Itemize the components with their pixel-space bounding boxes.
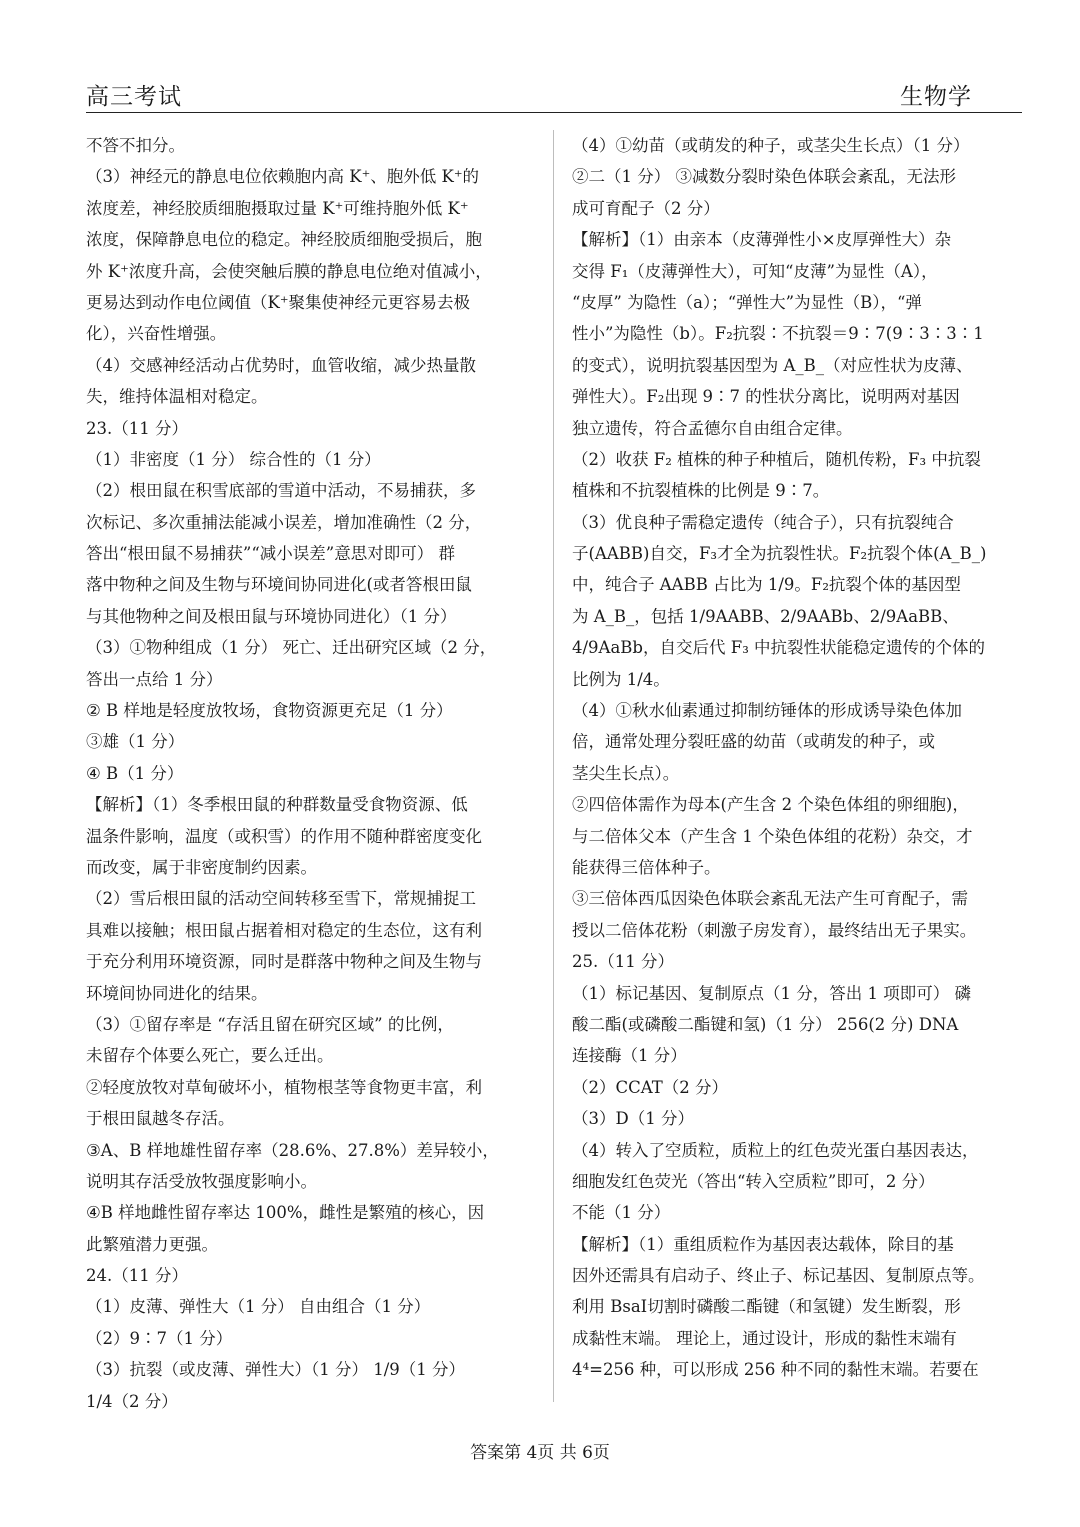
text-line: 酸二酯(或磷酸二酯键和氢)（1 分） 256(2 分) DNA — [572, 1014, 959, 1034]
text-line: ④B 样地雌性留存率达 100%，雌性是繁殖的核心，因 — [86, 1203, 485, 1223]
text-line: 更易达到动作电位阈值（K⁺聚集使神经元更容易去极 — [86, 292, 471, 312]
text-line: 25.（11 分） — [572, 952, 674, 972]
text-line: 未留存个体要么死亡，要么迁出。 — [86, 1046, 334, 1066]
text-line: 4⁴=256 种，可以形成 256 种不同的黏性末端。若要在 — [572, 1360, 979, 1380]
text-line: 倍，通常处理分裂旺盛的幼苗（或萌发的种子，或 — [572, 732, 935, 752]
text-line: （2）CCAT（2 分） — [572, 1077, 729, 1097]
exam-title: 高三考试 — [86, 84, 182, 110]
text-line: （3）抗裂（或皮薄、弹性大）（1 分） 1/9（1 分） — [86, 1360, 466, 1380]
text-line: （3）①留存率是 “存活且留在研究区域” 的比例， — [86, 1014, 454, 1034]
text-line: “皮厚” 为隐性（a）；“弹性大”为显性（B），“弹 — [572, 292, 922, 312]
text-line: （2）9∶7（1 分） — [86, 1328, 233, 1348]
text-line: 的变式），说明抗裂基因型为 A_B_（对应性状为皮薄、 — [572, 355, 973, 375]
text-line: 答出一点给 1 分） — [86, 669, 223, 689]
text-line: 答出“根田鼠不易捕获”“减小误差”意思对即可） 群 — [86, 544, 455, 564]
text-line: 能获得三倍体种子。 — [572, 857, 721, 877]
text-line: 成可育配子（2 分） — [572, 198, 720, 218]
text-line: 不能（1 分） — [572, 1203, 671, 1223]
page-header — [86, 78, 1022, 113]
text-line: 失，维持体温相对稳定。 — [86, 387, 268, 407]
text-line: 【解析】（1）冬季根田鼠的种群数量受食物资源、低 — [86, 795, 468, 815]
text-line: 落中物种之间及生物与环境间协同进化(或者答根田鼠 — [86, 575, 472, 595]
page-footer: 答案第 4页 共 6页 — [470, 1443, 610, 1463]
text-line: 于充分利用环境资源，同时是群落中物种之间及生物与 — [86, 952, 482, 972]
text-line: （1）非密度（1 分） 综合性的（1 分） — [86, 449, 381, 469]
text-line: （2）根田鼠在积雪底部的雪道中活动，不易捕获，多 — [86, 481, 476, 501]
subject-title: 生物学 — [900, 84, 972, 110]
text-line: （4）①幼苗（或萌发的种子，或茎尖生长点）（1 分） — [572, 136, 970, 155]
text-line: 与其他物种之间及根田鼠与环境协同进化）（1 分） — [86, 606, 457, 626]
text-line: （4）①秋水仙素通过抑制纺锤体的形成诱导染色体加 — [572, 701, 962, 721]
text-line: 此繁殖潜力更强。 — [86, 1234, 218, 1254]
text-line: （4）转入了空质粒，质粒上的红色荧光蛋白基因表达， — [572, 1140, 979, 1160]
text-line: 浓度差，神经胶质细胞摄取过量 K⁺可维持胞外低 K⁺ — [86, 198, 469, 218]
text-line: 中，纯合子 AABB 占比为 1/9。F₂抗裂个体的基因型 — [572, 575, 961, 595]
text-line: （3）优良种子需稳定遗传（纯合子），只有抗裂纯合 — [572, 512, 954, 532]
text-line: 外 K⁺浓度升高，会使突触后膜的静息电位绝对值减小， — [86, 261, 492, 281]
text-line: 植株和不抗裂植株的比例是 9∶7。 — [572, 481, 830, 501]
text-line: （1）标记基因、复制原点（1 分，答出 1 项即可） 磷 — [572, 983, 971, 1003]
text-line: （2）雪后根田鼠的活动空间转移至雪下，常规捕捉工 — [86, 889, 476, 909]
text-line: 茎尖生长点）。 — [572, 763, 680, 783]
text-line: ③三倍体西瓜因染色体联会紊乱无法产生可育配子，需 — [572, 889, 968, 909]
text-line: 于根田鼠越冬存活。 — [86, 1109, 235, 1129]
text-line: 温条件影响，温度（或积雪）的作用不随种群密度变化 — [86, 826, 482, 846]
text-line: 交得 F₁（皮薄弹性大），可知“皮薄”为显性（A）， — [572, 261, 938, 281]
text-line: 具难以接触；根田鼠占据着相对稳定的生态位，这有利 — [86, 920, 482, 940]
text-line: 子(AABB)自交，F₃才全为抗裂性状。F₂抗裂个体(A_B_) — [572, 544, 987, 564]
text-line: 为 A_B_，包括 1/9AABB、2/9AABb、2/9AaBB、 — [572, 606, 959, 626]
text-line: 【解析】（1）重组质粒作为基因表达载体，除目的基 — [572, 1234, 954, 1254]
text-line: 【解析】（1）由亲本（皮薄弹性小×皮厚弹性大）杂 — [572, 230, 952, 250]
text-line: 4/9AaBb，自交后代 F₃ 中抗裂性状能稳定遗传的个体的 — [572, 638, 986, 658]
text-line: 24.（11 分） — [86, 1266, 188, 1286]
text-line: ③雄（1 分） — [86, 732, 185, 752]
text-line: 授以二倍体花粉（刺激子房发育），最终结出无子果实。 — [572, 920, 977, 940]
text-line: 成黏性末端。 理论上，通过设计，形成的黏性末端有 — [572, 1328, 957, 1348]
text-line: 利用 BsaⅠ切割时磷酸二酯键（和氢键）发生断裂，形 — [572, 1297, 961, 1317]
text-line: （1）皮薄、弹性大（1 分） 自由组合（1 分） — [86, 1297, 431, 1317]
text-line: 浓度，保障静息电位的稳定。神经胶质细胞受损后，胞 — [86, 230, 482, 250]
text-line: 性小”为隐性（b）。F₂抗裂∶不抗裂＝9∶7(9∶3∶3∶1 — [572, 324, 984, 344]
text-line: ② B 样地是轻度放牧场，食物资源更充足（1 分） — [86, 701, 453, 721]
text-line: 环境间协同进化的结果。 — [86, 983, 268, 1003]
text-line: 比例为 1/4。 — [572, 669, 670, 689]
text-line: 不答不扣分。 — [86, 136, 185, 155]
text-line: 弹性大）。F₂出现 9∶7 的性状分离比，说明两对基因 — [572, 387, 960, 407]
text-line: （4）交感神经活动占优势时，血管收缩，减少热量散 — [86, 355, 476, 375]
text-line: ②轻度放牧对草甸破坏小，植物根茎等食物更丰富，利 — [86, 1077, 482, 1097]
text-line: 因外还需具有启动子、终止子、标记基因、复制原点等。 — [572, 1266, 985, 1286]
text-line: （2）收获 F₂ 植株的种子种植后，随机传粉，F₃ 中抗裂 — [572, 449, 981, 469]
right-column — [572, 130, 1024, 1386]
text-line: 细胞发红色荧光（答出“转入空质粒”即可，2 分） — [572, 1171, 935, 1191]
text-line: ②四倍体需作为母本(产生含 2 个染色体组的卵细胞)， — [572, 795, 969, 815]
text-line: （3）①物种组成（1 分） 死亡、迁出研究区域（2 分， — [86, 638, 497, 658]
text-line: ④ B（1 分） — [86, 763, 184, 783]
text-line: 说明其存活受放牧强度影响小。 — [86, 1171, 317, 1191]
text-line: 1/4（2 分） — [86, 1391, 178, 1411]
text-line: 连接酶（1 分） — [572, 1046, 687, 1066]
text-line: 次标记、多次重捕法能减小误差，增加准确性（2 分， — [86, 512, 482, 532]
text-line: 23.（11 分） — [86, 418, 188, 438]
text-line: （3）D（1 分） — [572, 1109, 694, 1129]
text-line: （3）神经元的静息电位依赖胞内高 K⁺、胞外低 K⁺的 — [86, 167, 480, 187]
text-line: 而改变，属于非密度制约因素。 — [86, 857, 317, 877]
text-line: ②二（1 分） ③减数分裂时染色体联会紊乱，无法形 — [572, 167, 956, 187]
column-divider — [553, 130, 554, 1402]
text-line: 独立遗传，符合孟德尔自由组合定律。 — [572, 418, 853, 438]
left-column — [86, 130, 536, 1417]
text-line: 化），兴奋性增强。 — [86, 324, 227, 344]
text-line: 与二倍体父本（产生含 1 个染色体组的花粉）杂交，才 — [572, 826, 973, 846]
text-line: ③A、B 样地雄性留存率（28.6%、27.8%）差异较小， — [86, 1140, 499, 1160]
